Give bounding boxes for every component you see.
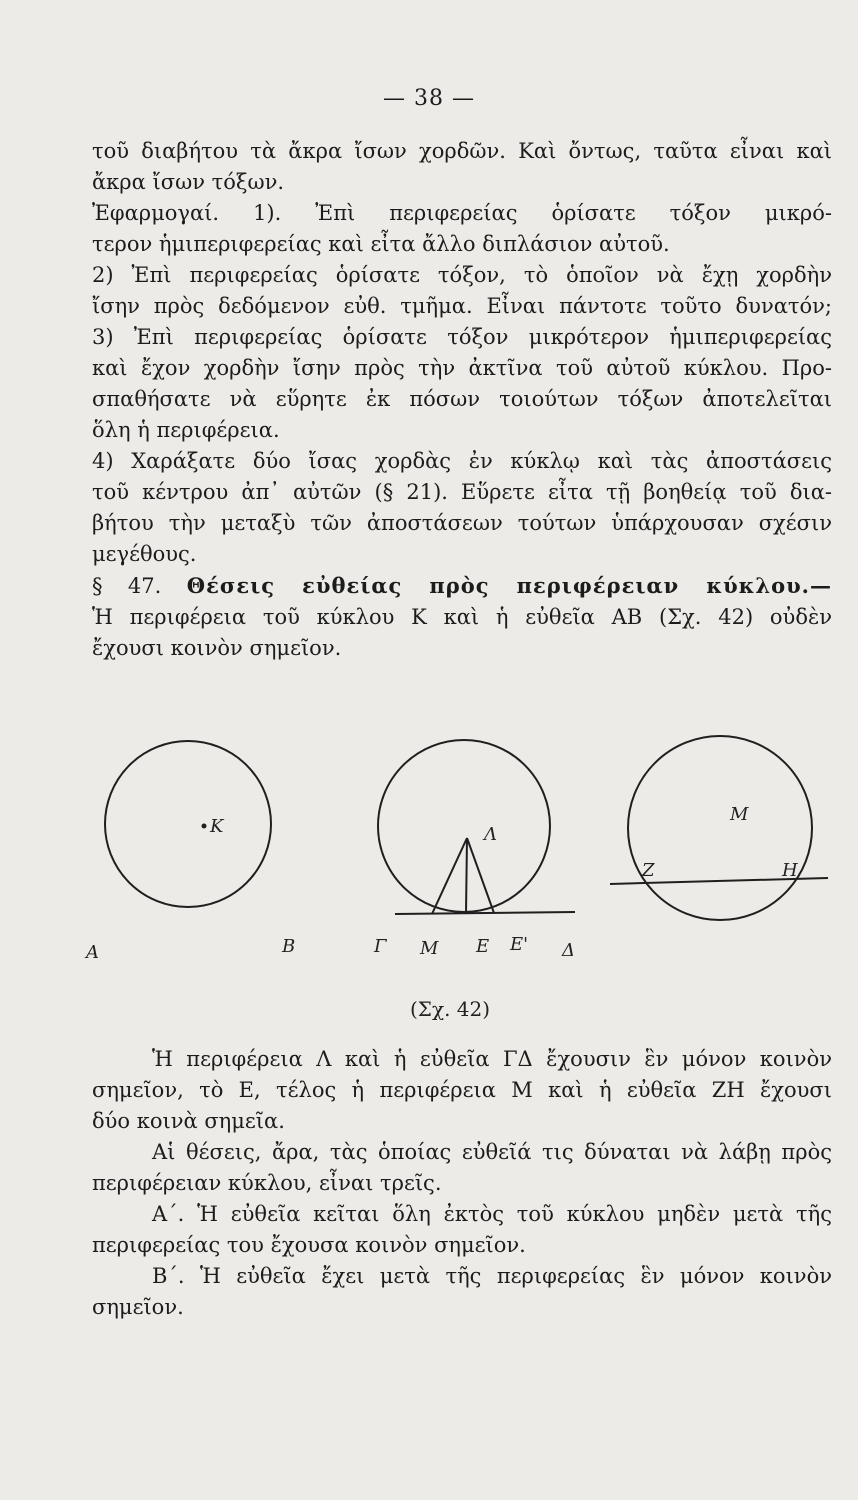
text-line: τερον ἡμιπεριφερείας καὶ εἶτα ἄλλο διπλάσιον αὐτοῦ.: [92, 232, 670, 256]
text-line: καὶ ἔχον χορδὴν ἴσην πρὸς τὴν ἀκτῖνα τοῦ αὐτοῦ κύκλου. Προ-: [92, 356, 832, 380]
circle-k: [105, 741, 271, 907]
label-m: M: [730, 804, 749, 825]
text-line: Ἡ περιφέρεια τοῦ κύκλου Κ καὶ ἡ εὐθεῖα ΑΒ (Σχ. 42) οὐδὲν: [92, 605, 832, 629]
triangle-middle: [466, 838, 467, 913]
text-line: δύο κοινὰ σημεῖα.: [92, 1109, 285, 1133]
label-h: H: [782, 860, 798, 881]
text-line: 2) Ἐπὶ περιφερείας ὁρίσατε τόξον, τὸ ὁποῖον νὰ ἔχῃ χορδὴν: [92, 263, 832, 287]
tangent-line: [395, 912, 575, 914]
center-k-dot: [202, 824, 207, 829]
label-delta: Δ: [562, 940, 575, 961]
section-heading-line: [92, 570, 832, 602]
label-e-prime: E': [510, 934, 529, 955]
text-line: σημεῖον, τὸ Ε, τέλος ἡ περιφέρεια Μ καὶ ἡ εὐθεῖα ΖΗ ἔχουσι: [92, 1078, 832, 1102]
text-line: περιφερείας του ἔχουσα κοινὸν σημεῖον.: [92, 1233, 526, 1257]
figure-42: [70, 728, 840, 1038]
text-line: Α΄. Ἡ εὐθεῖα κεῖται ὅλη ἐκτὸς τοῦ κύκλου μηδὲν μετὰ τῆς: [152, 1202, 832, 1226]
label-a: A: [86, 942, 99, 963]
label-m-small: M: [420, 938, 439, 959]
label-k: K: [210, 816, 224, 837]
label-gamma: Γ: [374, 936, 387, 957]
label-e: E: [476, 936, 490, 957]
label-lambda: Λ: [484, 824, 497, 845]
text-line: τοῦ κέντρου ἀπ᾽ αὐτῶν (§ 21). Εὕρετε εἶτα τῇ βοηθείᾳ τοῦ δια-: [92, 480, 832, 504]
text-bottom: [92, 1044, 832, 1323]
text-line: Ἐφαρμογαί. 1). Ἐπὶ περιφερείας ὁρίσατε τόξον μικρό-: [92, 201, 832, 225]
text-line: μεγέθους.: [92, 542, 197, 566]
text-line: ἔχουσι κοινὸν σημεῖον.: [92, 636, 342, 660]
triangle-left: [432, 838, 467, 914]
text-line: βήτου τὴν μεταξὺ τῶν ἀποστάσεων τούτων ὑπάρχουσαν σχέσιν: [92, 511, 832, 535]
text-line: 3) Ἐπὶ περιφερείας ὁρίσατε τόξον μικρότερον ἡμιπεριφερείας: [92, 325, 832, 349]
text-line: ὅλη ἡ περιφέρεια.: [92, 418, 280, 442]
page-number: — 38 —: [383, 86, 475, 111]
text-line: σπαθήσατε νὰ εὕρητε ἐκ πόσων τοιούτων τόξων ἀποτελεῖται: [92, 387, 832, 411]
text-line: Β΄. Ἡ εὐθεῖα ἔχει μετὰ τῆς περιφερείας ἓν μόνον κοινὸν: [152, 1264, 832, 1288]
figure-caption: (Σχ. 42): [410, 997, 491, 1021]
text-line: Αἱ θέσεις, ἄρα, τὰς ὁποίας εὐθεῖά τις δύναται νὰ λάβῃ πρὸς: [152, 1140, 832, 1164]
text-line: ἄκρα ἴσων τόξων.: [92, 170, 285, 194]
text-top: [92, 136, 832, 664]
section-heading: Θέσεις εὐθείας πρὸς περιφέρειαν κύκλου.—: [186, 573, 832, 598]
text-line: σημεῖον.: [92, 1295, 184, 1319]
circle-m: [628, 736, 812, 920]
text-line: τοῦ διαβήτου τὰ ἄκρα ἴσων χορδῶν. Καὶ ὄντως, ταῦτα εἶναι καὶ: [92, 139, 832, 163]
label-b: B: [282, 936, 296, 957]
section-number: § 47.: [92, 574, 162, 598]
label-z: Z: [642, 860, 655, 881]
text-line: περιφέρειαν κύκλου, εἶναι τρεῖς.: [92, 1171, 442, 1195]
text-line: 4) Χαράξατε δύο ἴσας χορδὰς ἐν κύκλῳ καὶ τὰς ἀποστάσεις: [92, 449, 832, 473]
text-line: Ἡ περιφέρεια Λ καὶ ἡ εὐθεῖα ΓΔ ἔχουσιν ἓν μόνον κοινὸν: [152, 1047, 832, 1071]
triangle-right: [467, 838, 494, 913]
circle-lambda: [378, 740, 550, 912]
text-line: ἴσην πρὸς δεδόμενον εὐθ. τμῆμα. Εἶναι πάντοτε τοῦτο δυνατόν;: [92, 294, 832, 318]
